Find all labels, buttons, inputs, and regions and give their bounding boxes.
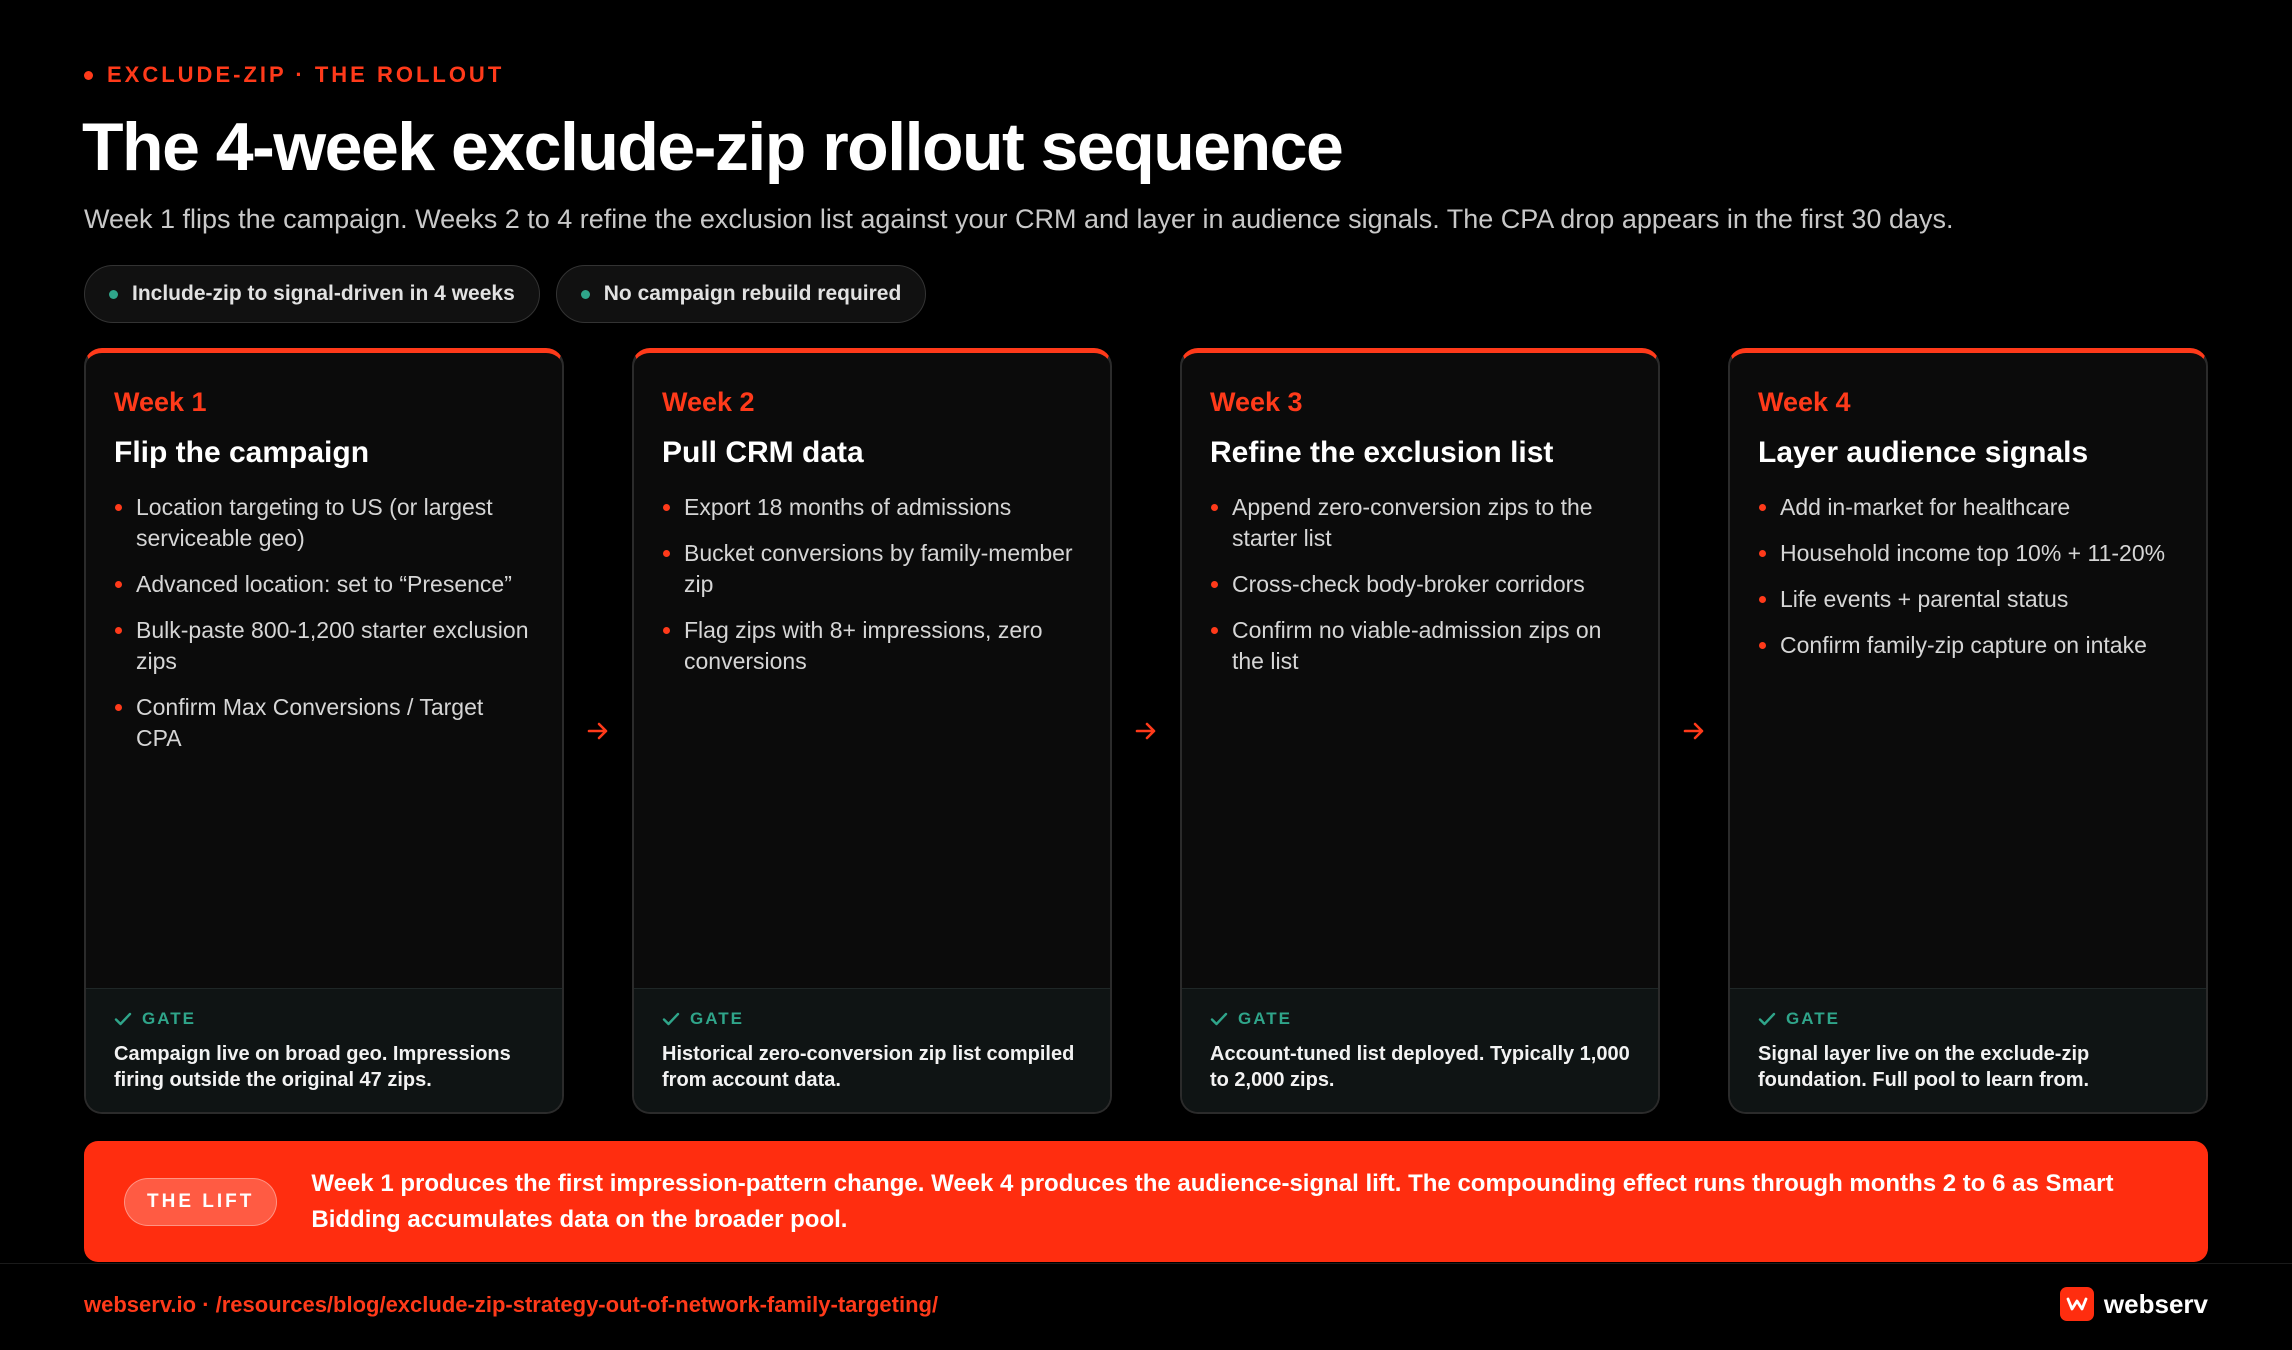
eyebrow-dot: [84, 71, 93, 80]
check-icon: [114, 1012, 132, 1026]
week-card-2: [632, 348, 1112, 1114]
week-card-3: [1180, 348, 1660, 1114]
gate-panel: [1182, 988, 1658, 1112]
step-list: [1210, 492, 1630, 677]
gate-panel: [86, 988, 562, 1112]
list-item: Location targeting to US (or largest serviceable geo): [114, 492, 534, 554]
gate-panel: [1730, 988, 2206, 1112]
gate-label: GATE: [1238, 1009, 1292, 1028]
card-body: [634, 353, 1110, 988]
step-list: [662, 492, 1082, 677]
arrow-right-icon: [564, 348, 632, 1114]
lift-text: Week 1 produces the first impression-pattern change. Week 4 produces the audience-signal lift. The compounding effect runs through months 2 to 6 as Smart Bidding accumulates data on the broader pool.: [311, 1169, 2114, 1233]
list-item: Append zero-conversion zips to the starter list: [1210, 492, 1630, 554]
arrow-right-icon: [1660, 348, 1728, 1114]
week-label: Week 2: [662, 387, 755, 417]
brand-name: webserv: [2103, 1288, 2208, 1319]
footer-divider: [0, 1263, 2292, 1264]
card-title: Layer audience signals: [1758, 436, 2089, 469]
gate-text: Account-tuned list deployed. Typically 1,000 to 2,000 zips.: [1210, 1043, 1630, 1091]
gate-text: Campaign live on broad geo. Impressions firing outside the original 47 zips.: [114, 1043, 511, 1091]
list-item: Export 18 months of admissions: [662, 492, 1082, 523]
pill-label: No campaign rebuild required: [603, 282, 902, 305]
footer-url-link[interactable]: webserv.io · /resources/blog/exclude-zip-strategy-out-of-network-family-targeting/: [84, 1292, 939, 1317]
lift-badge: THE LIFT: [124, 1178, 277, 1226]
pill-dot: [581, 290, 590, 299]
week-label: Week 4: [1758, 387, 1851, 417]
gate-text: Historical zero-conversion zip list compiled from account data.: [662, 1043, 1075, 1091]
step-list: [114, 492, 534, 754]
gate-header: [114, 1009, 534, 1029]
lift-banner: [84, 1141, 2208, 1262]
list-item: Life events + parental status: [1758, 584, 2178, 615]
brand-logo: [2060, 1287, 2208, 1321]
week-label: Week 3: [1210, 387, 1303, 417]
arrow-right-icon: [1112, 348, 1180, 1114]
list-item: Add in-market for healthcare: [1758, 492, 2178, 523]
card-body: [86, 353, 562, 988]
eyebrow: [84, 62, 504, 88]
list-item: Household income top 10% + 11-20%: [1758, 538, 2178, 569]
step-list: [1758, 492, 2178, 661]
check-icon: [1210, 1012, 1228, 1026]
list-item: Bulk-paste 800-1,200 starter exclusion zips: [114, 615, 534, 677]
gate-label: GATE: [1786, 1009, 1840, 1028]
gate-label: GATE: [690, 1009, 744, 1028]
list-item: Cross-check body-broker corridors: [1210, 569, 1630, 600]
eyebrow-text: EXCLUDE-ZIP · THE ROLLOUT: [107, 62, 505, 87]
pill-dot: [109, 290, 118, 299]
pill-group: [84, 265, 926, 323]
list-item: Flag zips with 8+ impressions, zero conversions: [662, 615, 1082, 677]
gate-header: [1210, 1009, 1630, 1029]
list-item: Confirm family-zip capture on intake: [1758, 630, 2178, 661]
week-cards: [84, 348, 2208, 1114]
card-title: Refine the exclusion list: [1210, 436, 1554, 469]
list-item: Confirm Max Conversions / Target CPA: [114, 692, 534, 754]
week-card-4: [1728, 348, 2208, 1114]
list-item: Confirm no viable-admission zips on the list: [1210, 615, 1630, 677]
gate-header: [1758, 1009, 2178, 1029]
card-title: Flip the campaign: [114, 436, 370, 469]
pill-no-rebuild: [556, 265, 927, 323]
week-label: Week 1: [114, 387, 207, 417]
check-icon: [662, 1012, 680, 1026]
pill-label: Include-zip to signal-driven in 4 weeks: [132, 282, 515, 305]
pill-timeline: [84, 265, 540, 323]
page-title: The 4-week exclude-zip rollout sequence: [82, 109, 1343, 185]
card-body: [1182, 353, 1658, 988]
list-item: Advanced location: set to “Presence”: [114, 569, 534, 600]
gate-header: [662, 1009, 1082, 1029]
card-title: Pull CRM data: [662, 436, 864, 469]
card-body: [1730, 353, 2206, 988]
list-item: Bucket conversions by family-member zip: [662, 538, 1082, 600]
gate-panel: [634, 988, 1110, 1112]
week-card-1: [84, 348, 564, 1114]
check-icon: [1758, 1012, 1776, 1026]
gate-label: GATE: [142, 1009, 196, 1028]
page-subtitle: Week 1 flips the campaign. Weeks 2 to 4 refine the exclusion list against your CRM and layer in audience signals. The CPA drop appears in the first 30 days.: [84, 204, 1954, 234]
gate-text: Signal layer live on the exclude-zip foundation. Full pool to learn from.: [1758, 1043, 2090, 1091]
webserv-logo-icon: [2060, 1287, 2094, 1321]
